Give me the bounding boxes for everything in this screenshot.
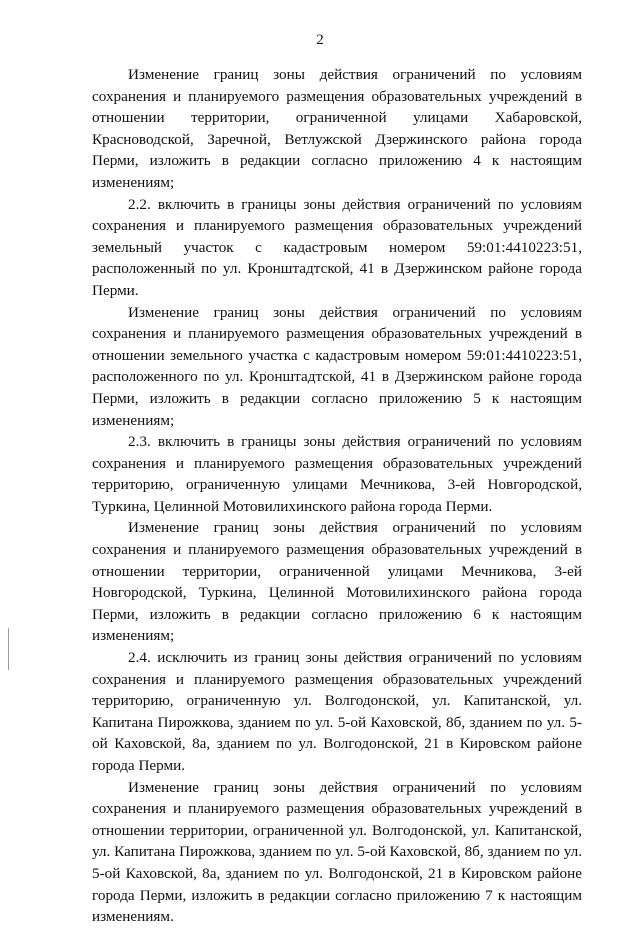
document-body — [92, 64, 582, 928]
paragraph-item-2-4: 2.4. исключить из границ зоны действия ограничений по условиям сохранения и планируемого размещения образовательных учреждений территорию, ограниченную ул. Волгодонской, ул. Капитанской, ул. Капитана Пирожкова, зданием по ул. 5-ой Каховской, 8б, зданием по ул. 5-ой Каховской, 8а, зданием по ул. Волгодонской, 21 в Кировском районе города Перми. — [92, 649, 582, 774]
paragraph-item-2-2: 2.2. включить в границы зоны действия ограничений по условиям сохранения и планируемого размещения образовательных учреждений земельный участок с кадастровым номером 59:01:4410223:51, расположенный по ул. Кронштадтской, 41 в Дзержинском районе города Перми. — [92, 195, 582, 299]
page-number: 2 — [316, 32, 324, 48]
scan-edge-mark — [8, 628, 9, 670]
paragraph-zone-change-volgodonskaya: Изменение границ зоны действия ограничений по условиям сохранения и планируемого размещения образовательных учреждений в отношении территории, ограниченной ул. Волгодонской, ул. Капитанской, ул. Капитана Пирожкова, зданием по ул. 5-ой Каховской, 8б, зданием по ул. 5-ой Каховской, 8а, зданием по ул. Волгодонской, 21 в Кировском районе города Перми, изложить в редакции согласно приложению 7 к настоящим изменениям. — [92, 778, 582, 926]
paragraph-zone-change-khabarovskaya: Изменение границ зоны действия ограничений по условиям сохранения и планируемого размещения образовательных учреждений в отношении территории, ограниченной улицами Хабаровской, Красноводской, Заречной, Ветлужской Дзержинского района города Перми, изложить в редакции согласно приложению 4 к настоящим изменениям; — [92, 66, 582, 191]
paragraph-zone-change-mechnikova: Изменение границ зоны действия ограничений по условиям сохранения и планируемого размещения образовательных учреждений в отношении территории, ограниченной улицами Мечникова, 3-ей Новгородской, Туркина, Целинной Мотовилихинского района города Перми, изложить в редакции согласно приложению 6 к настоящим изменениям; — [92, 519, 582, 645]
paragraph-zone-change-kronshtadtskaya: Изменение границ зоны действия ограничений по условиям сохранения и планируемого размещения образовательных учреждений в отношении земельного участка с кадастровым номером 59:01:4410223:51, расположенного по ул. Кронштадтской, 41 в Дзержинском районе города Перми, изложить в редакции согласно приложению 5 к настоящим изменениям; — [92, 303, 582, 429]
paragraph-item-2-3: 2.3. включить в границы зоны действия ограничений по условиям сохранения и планируемого размещения образовательных учреждений территорию, ограниченную улицами Мечникова, 3-ей Новгородской, Туркина, Целинной Мотовилихинского района города Перми. — [92, 433, 582, 515]
